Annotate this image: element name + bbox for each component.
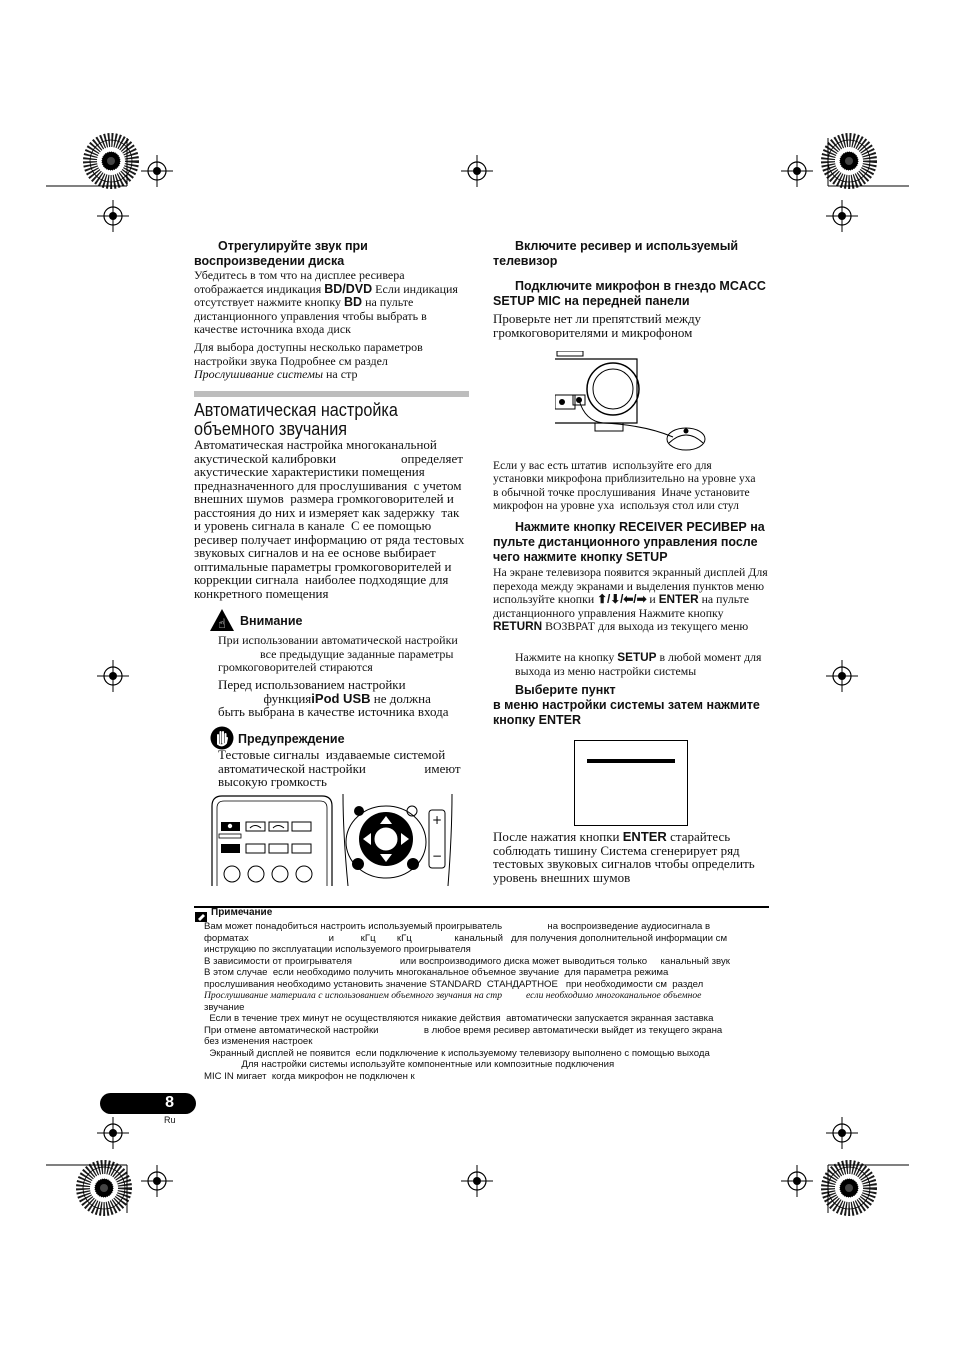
intro-line: звуковых сигналов и на ее основе выбирает [194, 545, 436, 560]
mic-placement-note [493, 459, 768, 513]
section-intro [194, 438, 474, 600]
svg-text:+: + [431, 813, 443, 827]
intro-line: Автоматическая настройка многоканальной [194, 437, 437, 452]
note-line: MIC IN мигает когда микрофон не подключен к [204, 1070, 415, 1082]
note-line: В зависимости от проигрывателя или воспроизводимого диска может выводиться только канальный звук [204, 955, 730, 967]
arrow-buttons-glyphs: ⬆/⬇/⬅/➡ [597, 592, 647, 606]
note-line: В этом случае если необходимо получить многоканальное объемное звучание для параметра режима [204, 967, 669, 978]
section-rule [194, 391, 469, 397]
remote-cursor-illustration [340, 794, 456, 886]
intro-line: и уровень сигнала в канале С ее помощью [194, 518, 432, 533]
caution-line: громкоговорителей стираются [218, 660, 373, 674]
intro-line: предназначенного для прослушивания с учетом [194, 477, 462, 493]
step-heading-adjust-sound: Отрегулируйте звук при воспроизведении диска [194, 239, 368, 268]
step3-text: На экране телевизора появится экранный дисплей Для перехода между экранами и выделения пунктов меню используйте кнопки ⬆/⬇/⬅/➡ и ENTER на пульте дистанционного управления Нажмите кнопку RETURN ВОЗВРАТ для выхода из текущего меню [493, 565, 768, 633]
note-line: инструкцию по эксплуатации используемого проигрывателя [204, 944, 471, 955]
note-line: Экранный дисплей не появится если подключение к используемому телевизору выполнено с помощью выхода [204, 1047, 710, 1059]
page-language: Ru [164, 1115, 176, 1125]
page-number: 8 [165, 1094, 174, 1111]
intro-line: оптимальные параметры громкоговорителей и [194, 558, 452, 574]
caution-item-2: Перед использованием настройки функцияiPod USB не должна быть выбрана в качестве источника входа [218, 677, 449, 719]
tv-screen-illustration [574, 740, 688, 826]
svg-text:−: − [431, 849, 443, 863]
receiver-mic-illustration [555, 351, 715, 451]
step2-text: Проверьте нет ли препятствий между громкоговорителями и микрофоном [493, 311, 702, 340]
step1-heading: Включите ресивер и используемый телевизор [493, 239, 739, 268]
caution-item-1 [218, 634, 473, 675]
note-line: Прослушивание материала с использованием объемного звучания на стр если необходимо многоканальное объемное [204, 990, 702, 1001]
caution-line: При использовании автоматической настройки [218, 633, 458, 647]
note-line: звучание [204, 1001, 245, 1013]
note-line: без изменения настроек [204, 1036, 313, 1047]
intro-line: акустические характеристики помещения [194, 464, 425, 479]
intro-line: внешних шумов размера громкоговорителей и [194, 491, 454, 506]
note-pencil-icon [195, 909, 207, 919]
warning-text [218, 748, 473, 789]
intro-line: акустической калибровки определяет [194, 450, 463, 466]
intro-line: расстояния до них и измеряет как задержку так [194, 504, 460, 520]
notes-title: Примечание [211, 907, 273, 918]
step-text-bddvd: Убедитесь в том что на дисплее ресивера отображается индикация BD/DVD Если индикация отсутствует нажмите кнопку BD на пульте дистанционного управления чтобы выбрать в качестве источника входа диск [194, 268, 458, 336]
intro-line: конкретного помещения [194, 585, 329, 601]
mic-note-line: в обычной точке прослушивания Иначе установите [493, 485, 750, 499]
intro-line: ресивер получает информацию от ряда тестовых [194, 531, 465, 547]
note-line: форматах и кГц кГц канальный для получения дополнительной информации см [204, 932, 728, 944]
note-line: При отмене автоматической настройки в любое время ресивер автоматически выйдет из текущего экрана [204, 1024, 723, 1036]
mic-note-line: микрофон на уровне уха используя стол или стул [493, 499, 739, 513]
section-title: Автоматическая настройка объемного звучания [194, 400, 398, 439]
note-line: Вам может понадобиться настроить используемый проигрыватель на воспроизведение аудиосигнала в [204, 921, 711, 932]
warning-title: Предупреждение [238, 732, 345, 746]
page-number-tab [100, 1093, 196, 1114]
warning-line: высокую громкость [218, 774, 327, 789]
note-line: Для настройки системы используйте компонентные или композитные подключения [204, 1059, 615, 1070]
note-line: прослушивания необходимо установить значение STANDARD СТАНДАРТНОЕ при необходимости см раздел [204, 978, 704, 990]
mic-note-line: установки микрофона приблизительно на уровне уха [493, 472, 756, 486]
sound-options-paragraph: Для выбора доступны несколько параметров настройки звука Подробнее см раздел Прослушивание системы на стр [194, 340, 423, 381]
svg-text:☝: ☝ [218, 617, 226, 632]
mic-note-line: Если у вас есть штатив используйте его для [493, 459, 712, 472]
warning-line: автоматической настройки имеют [218, 760, 461, 776]
after-enter-text: После нажатия кнопки ENTER старайтесь соблюдать тишину Система сгенерирует ряд тестовых звуковых сигналов чтобы определить уровень внешних шумов [493, 829, 755, 885]
intro-line: коррекции сигнала наиболее подходящие для [194, 572, 449, 587]
remote-buttons-illustration [208, 794, 336, 886]
step3-heading: Нажмите кнопку RECEIVER РЕСИВЕР на пульте дистанционного управления после чего нажмите кнопку SETUP [493, 520, 765, 564]
notes-rule [194, 906, 769, 908]
step2-heading: Подключите микрофон в гнездо MCACC SETUP MIC на передней панели [493, 279, 766, 308]
caution-title: Внимание [240, 614, 303, 628]
menu-highlight-bar [587, 759, 675, 763]
step3-setup-tip: Нажмите на кнопку SETUP в любой момент для выхода из меню настройки системы [515, 650, 762, 678]
note-line: Если в течение трех минут не осуществляются никакие действия автоматически запускается экранная заставка [204, 1013, 714, 1024]
notes-list [204, 921, 779, 1082]
step4-heading: Выберите пункт в меню настройки системы затем нажмите кнопку ENTER [493, 683, 760, 727]
warning-line: Тестовые сигналы издаваемые системой [218, 747, 446, 762]
caution-line: все предыдущие заданные параметры [218, 646, 454, 661]
